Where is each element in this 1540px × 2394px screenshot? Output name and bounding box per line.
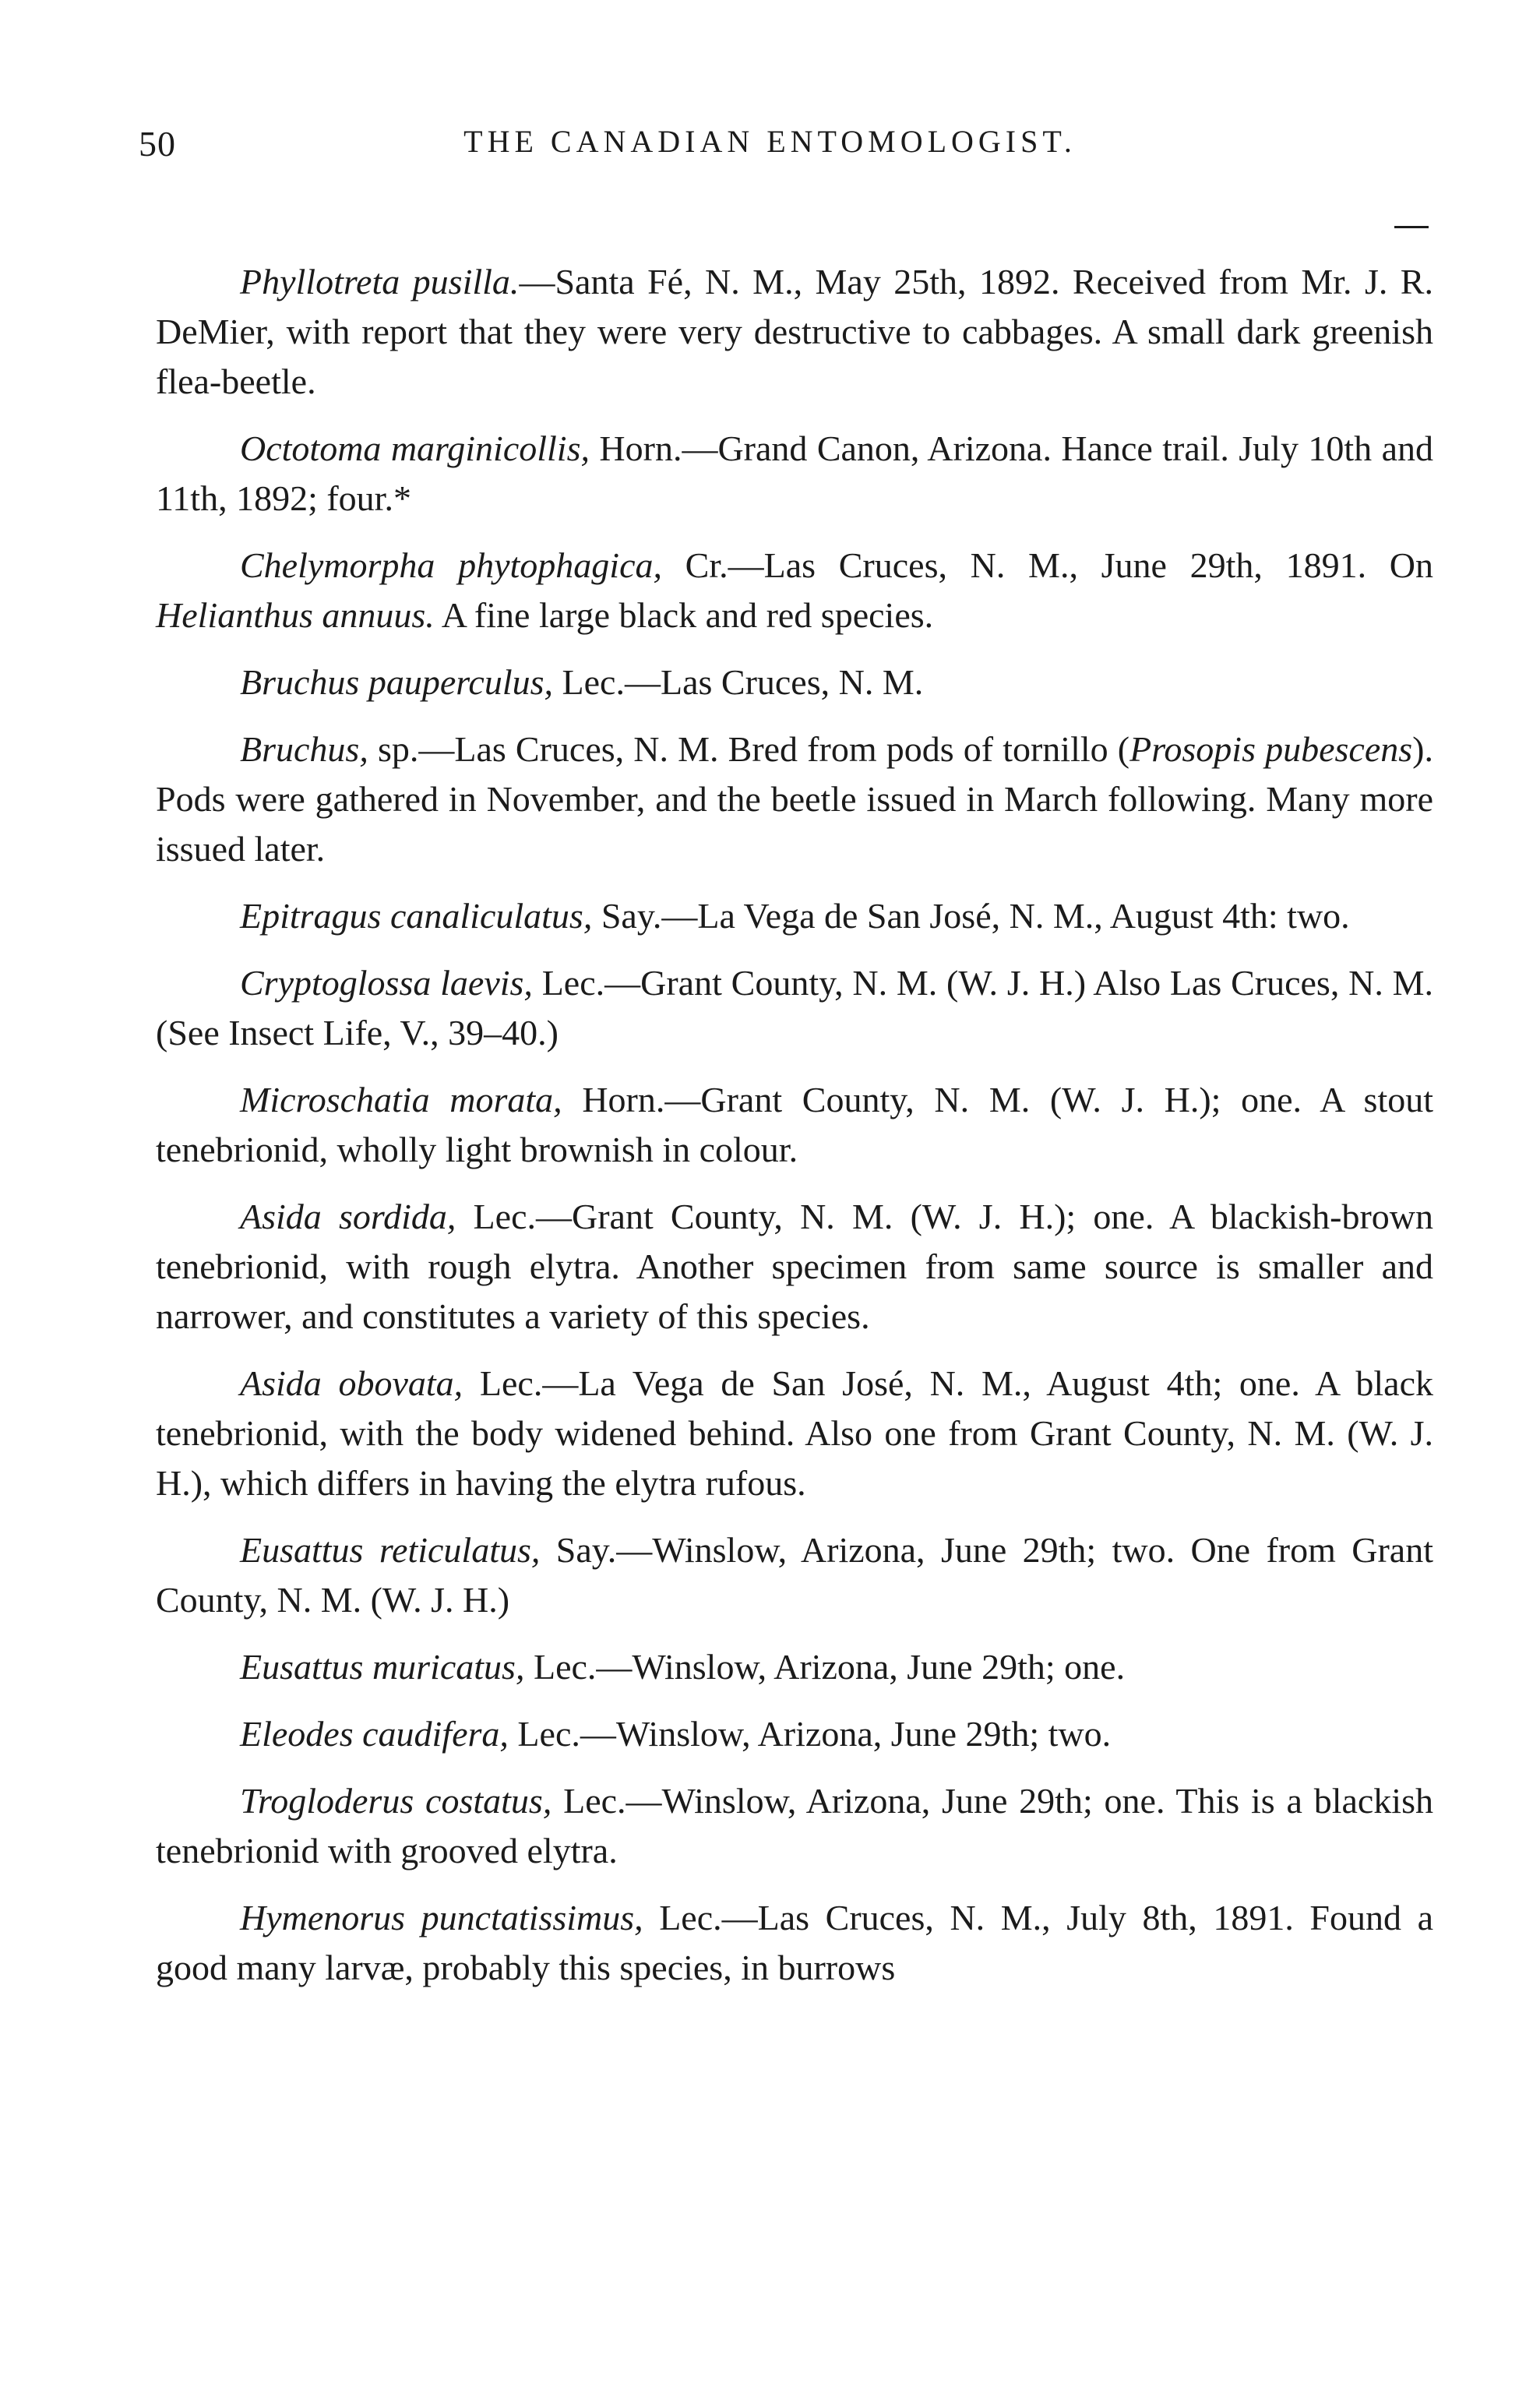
entry-text: Horn.—Grant County, N. M. (W. J. H.); one. A stout tenebrionid, wholly light brownish in colour. xyxy=(156,1080,1434,1169)
entry-paragraph xyxy=(156,257,1433,407)
species-name: Trogloderus costatus, xyxy=(240,1781,552,1821)
entry-text: sp.—Las Cruces, N. M. Bred from pods of tornillo ( xyxy=(368,729,1130,769)
entry-paragraph xyxy=(156,424,1433,524)
article-body xyxy=(156,257,1433,2010)
species-name: Hymenorus punctatissimus, xyxy=(240,1898,643,1937)
entry-paragraph xyxy=(156,541,1433,640)
species-name: Asida sordida, xyxy=(240,1197,456,1236)
species-name: Chelymorpha phytophagica, xyxy=(240,545,662,585)
entry-text: Say.—Winslow, Arizona, June 29th; two. One from Grant County, N. M. (W. J. H.) xyxy=(156,1530,1433,1620)
entry-text: Lec.—La Vega de San José, N. M., August 4th; one. A black tenebrionid, with the body widened behind. Also one from Grant County, N. M. (W. J. H.), which differs in having the elytra rufous. xyxy=(156,1363,1433,1503)
running-title: THE CANADIAN ENTOMOLOGIST. xyxy=(463,124,1077,159)
entry-text: Lec.—Las Cruces, N. M. xyxy=(553,662,924,702)
page-number: 50 xyxy=(139,124,176,164)
species-name: Bruchus pauperculus, xyxy=(240,662,554,702)
entry-text: Lec.—Grant County, N. M. (W. J. H.) Also Las Cruces, N. M. (See Insect Life, V., 39–40.) xyxy=(156,963,1433,1052)
entry-text: Lec.—Winslow, Arizona, June 29th; one. This is a blackish tenebrionid with grooved elytra. xyxy=(156,1781,1433,1870)
species-name: Asida obovata, xyxy=(240,1363,463,1403)
species-name: Microschatia morata, xyxy=(240,1080,562,1119)
entry-paragraph xyxy=(156,658,1433,707)
entry-text: Lec.—Winslow, Arizona, June 29th; one. xyxy=(524,1647,1126,1687)
species-name: Phyllotreta pusilla. xyxy=(240,262,520,301)
species-name: Eleodes caudifera, xyxy=(240,1714,509,1754)
entry-paragraph xyxy=(156,1642,1433,1692)
entry-paragraph xyxy=(156,1776,1433,1876)
host-plant-name: Prosopis pubescens xyxy=(1129,729,1413,769)
entry-paragraph xyxy=(156,1075,1433,1175)
entry-paragraph xyxy=(156,725,1433,874)
entry-text: Cr.—Las Cruces, N. M., June 29th, 1891. On xyxy=(662,545,1433,585)
entry-text: —Santa Fé, N. M., May 25th, 1892. Received from Mr. J. R. DeMier, with report that they were very destructive to cabbages. A small dark greenish flea-beetle. xyxy=(156,262,1433,401)
entry-text: Lec.—Grant County, N. M. (W. J. H.); one. A blackish-brown tenebrionid, with rough elytra. Another specimen from same source is smaller and narrower, and constitutes a variety of this species. xyxy=(156,1197,1434,1336)
header-rule xyxy=(1394,226,1429,228)
entry-text: ). Pods were gathered in November, and the beetle issued in March following. Many more issued later. xyxy=(156,729,1433,869)
entry-paragraph xyxy=(156,1893,1433,1993)
species-name: Cryptoglossa laevis, xyxy=(240,963,533,1003)
species-name: Eusattus muricatus, xyxy=(240,1647,525,1687)
entry-text: A fine large black and red species. xyxy=(434,595,934,635)
entry-paragraph xyxy=(156,958,1433,1058)
entry-text: Lec.—Las Cruces, N. M., July 8th, 1891. Found a good many larvæ, probably this species, in burrows xyxy=(156,1898,1433,1987)
entry-paragraph xyxy=(156,1709,1433,1759)
entry-text: Horn.—Grand Canon, Arizona. Hance trail. July 10th and 11th, 1892; four.* xyxy=(156,428,1433,518)
entry-text: Say.—La Vega de San José, N. M., August 4th: two. xyxy=(592,896,1350,936)
host-plant-name: Helianthus annuus. xyxy=(156,595,435,635)
running-header xyxy=(0,123,1540,178)
entry-paragraph xyxy=(156,1359,1433,1508)
species-name: Bruchus, xyxy=(240,729,368,769)
species-name: Octotoma marginicollis, xyxy=(240,428,590,468)
species-name: Epitragus canaliculatus, xyxy=(240,896,593,936)
entry-paragraph xyxy=(156,1525,1433,1625)
entry-paragraph xyxy=(156,1192,1433,1342)
species-name: Eusattus reticulatus, xyxy=(240,1530,541,1570)
entry-text: Lec.—Winslow, Arizona, June 29th; two. xyxy=(508,1714,1112,1754)
entry-paragraph xyxy=(156,891,1433,941)
